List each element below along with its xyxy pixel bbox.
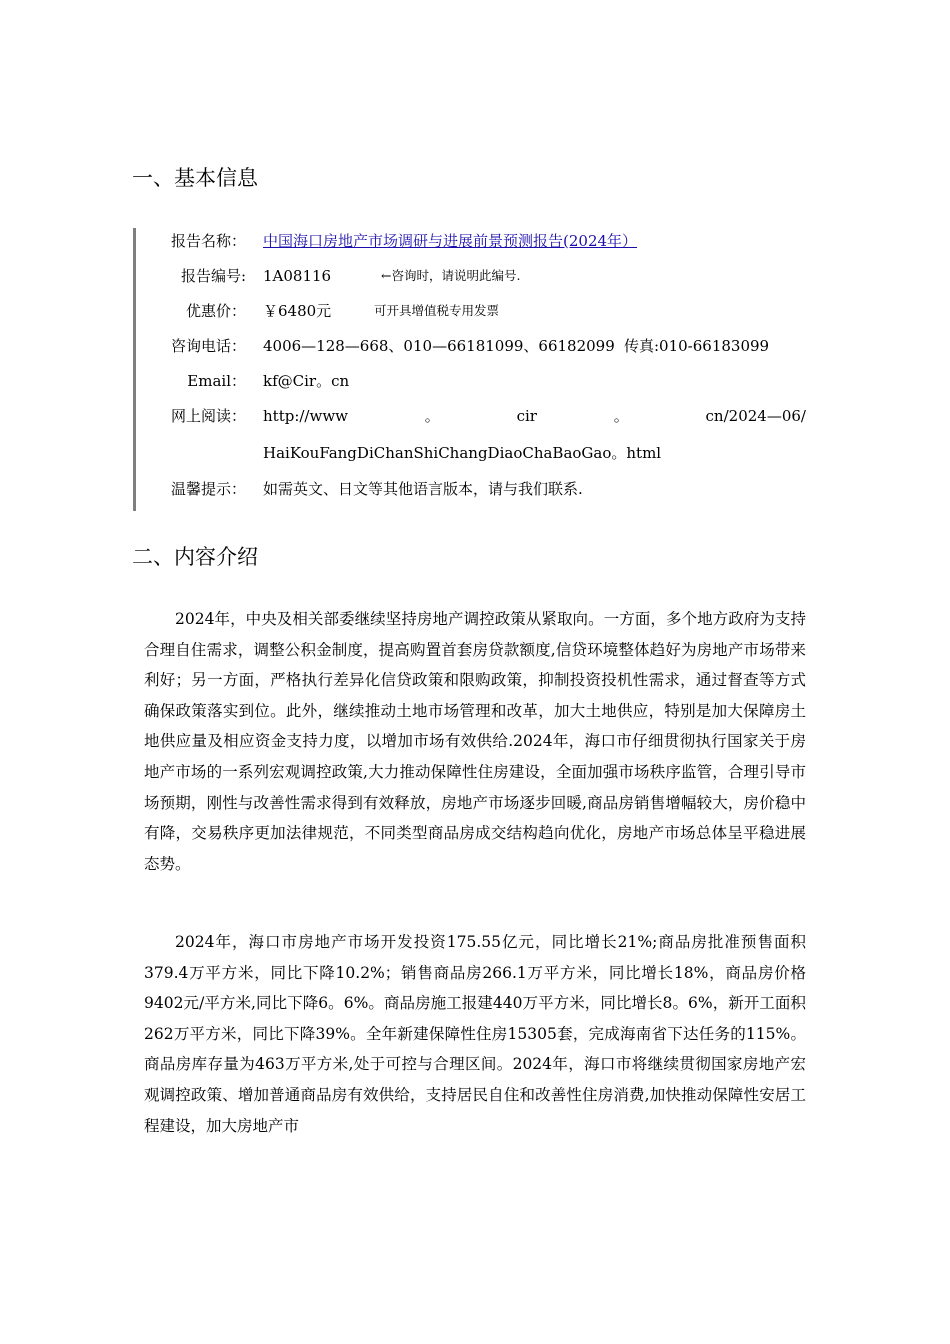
online-url-line2: HaiKouFangDiChanShiChangDiaoChaBaoGao。html [263, 444, 662, 462]
tip-value: 如需英文、日文等其他语言版本，请与我们联系. [263, 480, 583, 498]
price-value: ￥6480元 [263, 302, 332, 320]
fax-value: 传真:010-66183099 [624, 337, 770, 355]
url-part: http://www [263, 407, 348, 425]
email-value: kf@Cir。cn [263, 372, 350, 390]
report-no-label: 报告编号: [180, 267, 246, 285]
phone-value: 4006—128—668、010—66181099、66182099 [263, 337, 615, 355]
url-part: 。 [424, 407, 440, 425]
report-no-value: 1A08116 [263, 267, 332, 285]
info-box [133, 228, 816, 511]
email-label: Email： [187, 372, 246, 390]
content-paragraph-1: 2024年，中央及相关部委继续坚持房地产调控政策从紧取向。一方面，多个地方政府为支持合理自住需求，调整公积金制度，提高购置首套房贷款额度,信贷环境整体趋好为房地产市场带来利好；另一方面，严格执行差异化信贷政策和限购政策，抑制投资投机性需求，通过督查等方式确保政策落实到位。此外，继续推动土地市场管理和改革，加大土地供应，特别是加大保障房土地供应量及相应资金支持力度，以增加市场有效供给.2024年，海口市仔细贯彻执行国家关于房地产市场的一系列宏观调控政策,大力推动保障性住房建设，全面加强市场秩序监管，合理引导市场预期，刚性与改善性需求得到有效释放，房地产市场逐步回暖,商品房销售增幅较大，房价稳中有降，交易秩序更加法律规范，不同类型商品房成交结构趋向优化，房地产市场总体呈平稳进展态势。 [144, 610, 806, 873]
section-title-content-intro: 二、内容介绍 [132, 545, 258, 569]
report-no-note: ←咨询时，请说明此编号. [381, 268, 521, 283]
price-note: 可开具增值税专用发票 [374, 303, 500, 318]
section-title-basic-info: 一、基本信息 [132, 166, 258, 190]
online-url-line1 [263, 405, 806, 427]
tip-label: 温馨提示： [170, 480, 246, 498]
price-label: 优惠价： [185, 302, 246, 320]
online-label: 网上阅读： [170, 407, 246, 425]
report-name-label: 报告名称： [170, 232, 246, 250]
url-part: cir [516, 407, 537, 425]
phone-label: 咨询电话： [170, 337, 246, 355]
url-part: cn/2024—06/ [705, 407, 806, 425]
url-part: 。 [613, 407, 629, 425]
content-paragraph-2: 2024年，海口市房地产市场开发投资175.55亿元，同比增长21%;商品房批准预售面积379.4万平方米，同比下降10.2%；销售商品房266.1万平方米，同比增长18%，商品房价格9402元/平方米,同比下降6。6%。商品房施工报建440万平方米，同比增长8。6%，新开工面积262万平方米，同比下降39%。全年新建保障性住房15305套，完成海南省下达任务的115%。商品房库存量为463万平方米,处于可控与合理区间。2024年，海口市将继续贯彻国家房地产宏观调控政策、增加普通商品房有效供给，支持居民自住和改善性住房消费,加快推动保障性安居工程建设，加大房地产市 [144, 933, 806, 1135]
report-name-link[interactable]: 中国海口房地产市场调研与进展前景预测报告(2024年） [263, 232, 638, 250]
